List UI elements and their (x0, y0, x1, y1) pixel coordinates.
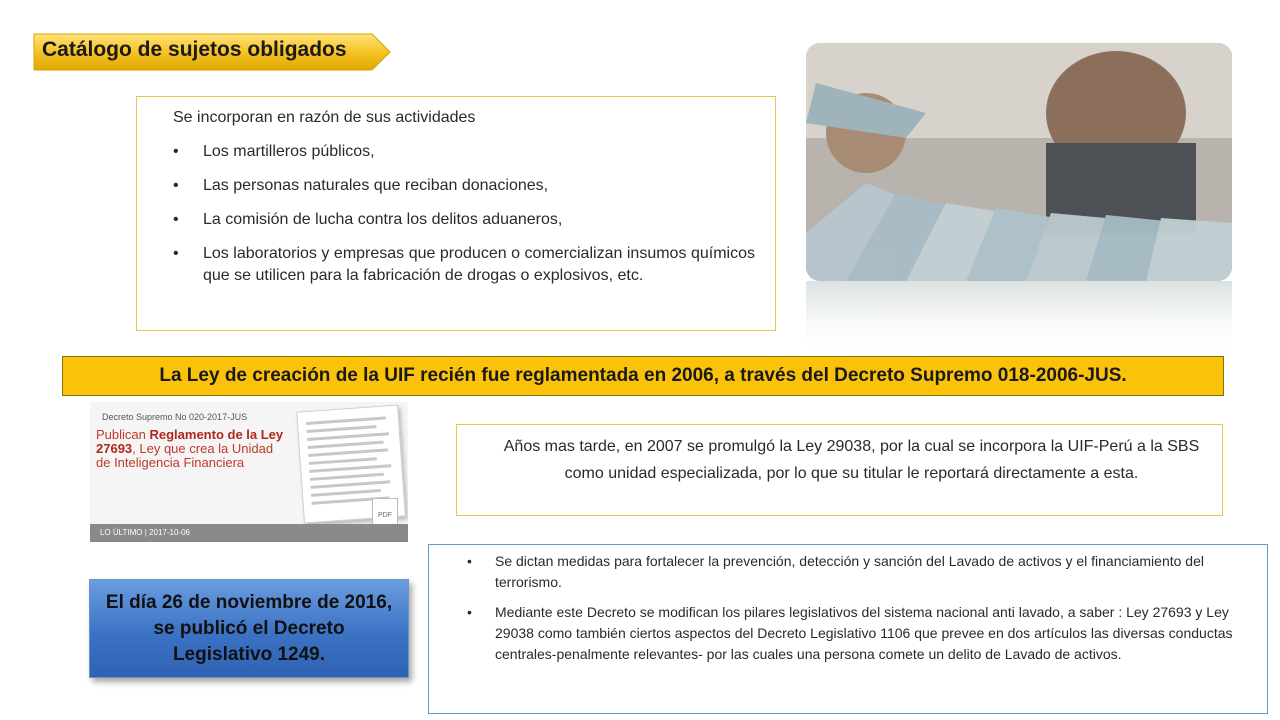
law-2007-box: Años mas tarde, en 2007 se promulgó la Ley 29038, por la cual se incorpora la UIF-Perú a la SBS como unidad especializada, por lo que su titular le reportará directamente a esta. (456, 424, 1223, 516)
decree-headline-b: Reglamento de la Ley 27693 (96, 427, 284, 456)
activities-box (136, 96, 776, 331)
decree-headline-a: Publican (96, 427, 150, 442)
activities-intro: Se incorporan en razón de sus actividades (173, 109, 476, 126)
list-item: • Los laboratorios y empresas que producen o comercializan insumos químicos que se utilicen para la fabricación de drogas o explosivos, etc. (173, 243, 755, 287)
money-photo (806, 43, 1232, 281)
photo-reflection (806, 281, 1232, 351)
list-item: • Las personas naturales que reciban donaciones, (173, 175, 755, 197)
decree-measures-box (428, 544, 1268, 714)
decree-news-image (90, 402, 408, 542)
decree-headline-c: , Ley que crea la Unidad de Inteligencia Financiera (96, 441, 274, 470)
list-item: • La comisión de lucha contra los delitos aduaneros, (173, 209, 755, 231)
list-item: • Los martilleros públicos, (173, 141, 755, 163)
activities-list (173, 141, 755, 287)
list-item: • Se dictan medidas para fortalecer la prevención, detección y sanción del Lavado de activos y el financiamiento del terrorismo. (465, 551, 1255, 593)
decree-measures-list (465, 551, 1255, 665)
banknotes-illustration (806, 43, 1232, 281)
decree-top-label: Decreto Supremo No 020-2017-JUS (102, 412, 248, 422)
pdf-icon: PDF (372, 498, 398, 526)
regulation-banner: La Ley de creación de la UIF recién fue reglamentada en 2006, a través del Decreto Supremo 018-2006-JUS. (62, 356, 1224, 396)
page-title: Catálogo de sujetos obligados (42, 38, 347, 61)
title-ribbon (32, 30, 392, 74)
decree-headline (96, 428, 286, 470)
decree-footer: LO ÚLTIMO | 2017-10-06 (90, 524, 408, 542)
list-item: • Mediante este Decreto se modifican los pilares legislativos del sistema nacional anti lavado, a saber : Ley 27693 y Ley 29038 como también ciertos aspectos del Decreto Legislativo 1106 que prevee en dos artículos las diversas conductas centrales-penalmente relevantes- por las cuales una persona comete un delito de Lavado de activos. (465, 602, 1255, 665)
decree-1249-callout: El día 26 de noviembre de 2016, se publicó el Decreto Legislativo 1249. (89, 579, 409, 678)
